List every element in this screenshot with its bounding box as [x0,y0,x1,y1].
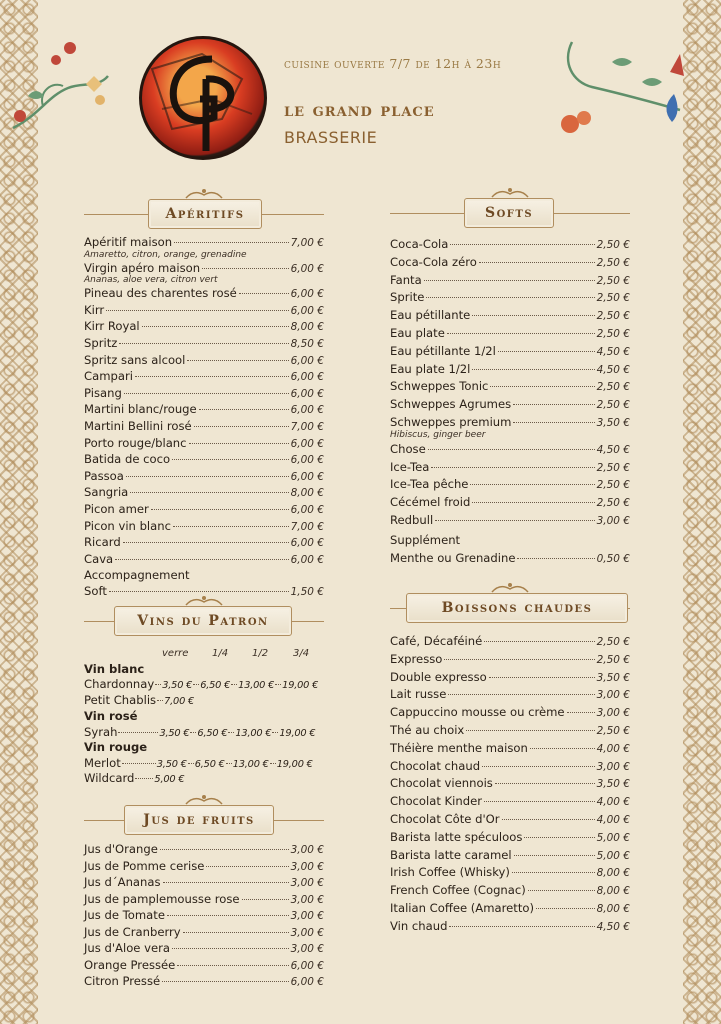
item-name: Vin chaud [390,918,448,933]
ornament-icon [184,793,224,805]
item-price: 4,00 € [596,742,630,755]
item-price: 3,00 € [290,893,324,906]
menu-item [390,325,630,343]
menu-item [390,775,630,793]
item-name: Pisang [84,385,122,400]
item-price: 1,50 € [290,585,324,598]
item-price: 3,00 € [290,926,324,939]
item-price: 2,50 € [596,239,630,251]
item-price: 3,00 € [290,943,324,955]
ornament-icon [184,187,224,199]
dot-leader [484,801,595,802]
dot-leader [484,641,594,642]
menu-item [390,236,630,254]
logo [139,36,267,160]
section-title-vins: Vins du Patron [114,606,292,636]
menu-item [390,758,630,776]
item-name: Campari [84,369,133,384]
item-price: 0,50 € [596,553,630,566]
item-price: 3,50 € [596,671,630,684]
item-price: 4,50 € [596,443,630,456]
item-name: Schweppes premium [390,414,512,429]
dot-leader [444,659,594,660]
item-price: 8,00 € [596,902,630,915]
item-price: 6,00 € [290,354,324,367]
menu-item [84,925,324,942]
item-price: 2,50 € [596,292,630,305]
dot-leader [106,310,288,311]
dot-leader [489,677,595,678]
menu-item [390,254,630,272]
item-name: Jus d'Aloe vera [84,941,170,955]
dot-leader [472,369,594,370]
menu-item [84,908,324,925]
item-price: 8,00 € [596,867,630,880]
item-price: 6,00 € [290,553,324,566]
item-name: Picon vin blanc [84,518,171,533]
menu-item [390,378,630,396]
menu-item [390,651,630,669]
menu-item [84,958,324,975]
menu-item [84,469,324,486]
menu-item [390,882,630,900]
menu-item [390,307,630,325]
dot-leader [428,449,595,450]
menu-item [390,459,630,477]
item-name: Irish Coffee (Whisky) [390,865,510,880]
item-name: Jus d'Orange [84,842,158,856]
menu-item [84,386,324,403]
item-price: 6,00 € [290,371,324,384]
item-price: 6,00 € [290,387,324,400]
item-price: 4,50 € [596,345,630,358]
dot-leader [482,766,594,767]
menu-item [84,552,324,569]
item-price: 2,50 € [596,274,630,287]
item-name: Ice-Tea pêche [390,477,469,492]
item-name: Jus de Pomme cerise [84,858,205,873]
item-name: Italian Coffee (Amaretto) [390,900,534,915]
item-name: Jus de pamplemousse rose [84,891,240,906]
item-price: 6,00 € [290,976,324,988]
dot-leader [447,333,595,334]
item-price: 3,00 € [290,877,324,889]
item-name: Pineau des charentes rosé [84,286,237,301]
item-name: Thé au choix [390,722,465,737]
item-price: 8,00 € [596,885,630,898]
dot-leader [202,268,289,269]
item-name: Cécémel froid [390,495,471,510]
menu-item [84,419,324,436]
menu-item [390,512,630,530]
dot-leader [151,509,289,510]
item-price: 3,00 € [596,689,630,702]
item-price: 2,50 € [596,653,630,666]
item-name: Porto rouge/blanc [84,435,187,450]
menu-item [390,289,630,307]
item-name: Kirr [84,302,105,317]
item-price: 3,50 € [596,416,630,429]
item-name: Lait russe [390,687,447,702]
section-header-jus [84,805,324,835]
menu-item [390,793,630,811]
item-name: Ricard [84,535,121,550]
chaudes-list [390,633,630,936]
menu-item [390,343,630,361]
menu-item [84,875,324,892]
item-price: 4,00 € [596,813,630,826]
jus-list [84,842,324,991]
menu-item [390,740,630,758]
menu-item [390,704,630,722]
item-name: Jus de Tomate [84,908,165,922]
item-name: Schweppes Agrumes [390,397,512,412]
dot-leader [513,422,594,423]
dot-leader [167,915,289,916]
dot-leader [524,837,594,838]
wine-merlot: Merlot 3,50 € 6,50 € 13,00 € 19,00 € [84,756,313,770]
dot-leader [162,981,288,982]
menu-item [84,261,324,278]
item-price: 2,50 € [596,479,630,492]
item-price: 2,50 € [596,381,630,394]
dot-leader [424,280,595,281]
menu-item [84,485,324,502]
dot-leader [115,559,288,560]
dot-leader [199,409,289,410]
lace-border-left [0,0,38,1024]
flower-decoration-right-icon [552,32,684,142]
menu-item [390,829,630,847]
item-name: Kirr Royal [84,319,140,334]
menu-item [84,336,324,353]
menu-item [84,436,324,453]
menu-item [84,892,324,909]
dot-leader [160,849,289,850]
dot-leader [142,326,289,327]
dot-leader [242,899,289,900]
item-name: Chocolat chaud [390,758,481,773]
menu-item [390,494,630,512]
item-name: Cappuccino mousse ou crème [390,705,565,720]
item-price: 7,00 € [290,420,324,433]
menu-item [390,633,630,651]
menu-item [84,235,324,252]
menu-item [390,361,630,379]
section-header-softs [390,198,630,228]
wine-syrah: Syrah 3,50 € 6,50 € 13,00 € 19,00 € [84,725,316,739]
item-price: 2,50 € [596,461,630,474]
aperitifs-list [84,235,324,600]
item-name: Barista latte caramel [390,847,512,862]
item-price: 3,00 € [596,514,630,527]
dot-leader [472,502,594,503]
item-price: 6,00 € [290,404,324,417]
lace-border-right [683,0,721,1024]
item-name: Café, Décaféiné [390,634,483,648]
item-price: 7,00 € [290,520,324,533]
menu-item [390,918,630,936]
dot-leader [135,376,289,377]
menu-item [390,476,630,494]
menu-item [390,441,630,459]
item-price: 6,00 € [290,262,324,275]
item-name: Eau plate [390,325,445,340]
logo-gp-icon [142,39,264,157]
item-name: French Coffee (Cognac) [390,883,526,898]
item-name: Sprite [390,290,425,305]
dot-leader [479,262,595,263]
dot-leader [177,965,288,966]
item-name: Ice-Tea [390,459,430,474]
item-price: 5,00 € [596,831,630,844]
dot-leader [498,351,595,352]
item-price: 2,50 € [596,497,630,510]
menu-item-extra [390,550,630,568]
item-name: Soft [84,583,107,598]
dot-leader [512,872,595,873]
item-price: 7,00 € [290,237,324,249]
dot-leader [435,520,594,521]
menu-item [390,686,630,704]
section-title-softs: Softs [464,198,554,228]
menu-item [390,669,630,687]
dot-leader [174,242,289,243]
section-header-aperitifs [84,199,324,229]
dot-leader [514,855,595,856]
item-price: 2,50 € [596,256,630,269]
restaurant-name: le grand place [284,99,435,121]
dot-leader [163,882,289,883]
menu-item [84,369,324,386]
item-name: Martini Bellini rosé [84,418,192,433]
dot-leader [123,542,289,543]
item-name: Virgin apéro maison [84,260,201,275]
item-name: Orange Pressée [84,957,176,972]
menu-item [84,502,324,519]
item-price: 6,00 € [290,304,324,317]
item-price: 3,00 € [596,760,630,773]
menu-item [84,974,324,991]
section-title-aperitifs: Apéritifs [148,199,262,229]
item-price: 4,00 € [596,796,630,809]
dot-leader [130,492,288,493]
extra-label: Supplément [390,532,461,547]
menu-item [84,353,324,370]
dot-leader [119,343,288,344]
flower-decoration-left-icon [8,36,118,136]
opening-hours: cuisine ouverte 7/7 de 12h à 23h [284,56,502,71]
dot-leader [472,315,594,316]
item-price: 6,00 € [290,454,324,467]
item-price: 4,50 € [596,920,630,933]
menu-item [84,452,324,469]
dot-leader [206,866,288,867]
dot-leader [490,386,594,387]
dot-leader [450,244,594,245]
item-price: 3,00 € [596,707,630,720]
menu-item [84,303,324,320]
item-price: 6,00 € [290,437,324,450]
ornament-icon [184,594,224,606]
dot-leader [470,484,594,485]
dot-leader [194,426,289,427]
dot-leader [189,443,289,444]
item-name: Passoa [84,468,124,483]
ornament-icon [490,186,530,198]
item-name: Coca-Cola [390,237,449,251]
item-name: Théière menthe maison [390,740,528,755]
dot-leader [502,819,595,820]
item-name: Chose [390,441,426,456]
item-price: 3,50 € [596,778,630,791]
item-price: 6,00 € [290,537,324,550]
item-name: Eau pétillante 1/2l [390,343,496,358]
extra-label: Accompagnement [84,568,190,583]
dot-leader [495,783,595,784]
item-note: Hibiscus, ginger beer [390,429,486,440]
item-price: 4,50 € [596,363,630,376]
item-name: Citron Pressé [84,974,161,988]
item-name: Barista latte spéculoos [390,829,523,844]
wine-col-verre: verre [162,648,189,659]
menu-item [84,535,324,552]
item-name: Eau pétillante [390,308,471,323]
dot-leader [528,890,595,891]
item-name: Chocolat viennois [390,776,493,791]
item-name: Menthe ou Grenadine [390,551,516,566]
item-note: Amaretto, citron, orange, grenadine [84,249,247,260]
section-title-jus: Jus de fruits [124,805,274,835]
wine-col-three-quarter: 3/4 [293,648,310,659]
item-name: Redbull [390,512,434,527]
item-name: Eau plate 1/2l [390,361,471,376]
menu-item [84,519,324,536]
item-name: Jus de Cranberry [84,924,181,939]
menu-item [84,319,324,336]
menu-item [84,941,324,958]
item-name: Apéritif maison [84,235,173,249]
wine-table [84,646,324,786]
item-note: Ananas, aloe vera, citron vert [84,275,218,286]
item-name: Expresso [390,651,443,666]
item-name: Chocolat Kinder [390,794,482,809]
wine-category-blanc: Vin blanc [84,662,145,676]
dot-leader [172,948,289,949]
menu-item [84,402,324,419]
item-price: 2,50 € [596,310,630,323]
dot-leader [426,297,594,298]
dot-leader [448,694,594,695]
item-price: 8,50 € [290,337,324,350]
item-name: Fanta [390,272,422,287]
dot-leader [183,932,289,933]
item-price: 6,00 € [290,288,324,301]
item-name: Sangria [84,485,129,500]
dot-leader [536,908,595,909]
item-name: Spritz [84,335,118,350]
dot-leader [124,393,289,394]
dot-leader [431,467,594,468]
wine-category-rose: Vin rosé [84,709,138,723]
item-price: 2,50 € [596,399,630,412]
wine-col-half: 1/2 [252,648,269,659]
item-price: 6,00 € [290,503,324,516]
dot-leader [172,459,289,460]
dot-leader [173,526,289,527]
menu-item [390,414,630,432]
dot-leader [109,591,289,592]
section-header-vins [84,606,324,636]
item-name: Jus d´Ananas [84,875,161,889]
section-header-chaudes [390,593,630,623]
item-price: 6,00 € [290,959,324,972]
item-price: 8,00 € [290,321,324,334]
item-price: 2,50 € [596,636,630,648]
item-price: 2,50 € [596,327,630,340]
item-name: Martini blanc/rouge [84,402,197,417]
wine-category-rouge: Vin rouge [84,740,148,754]
dot-leader [513,404,594,405]
item-name: Spritz sans alcool [84,352,186,367]
section-title-chaudes: Boissons chaudes [406,593,628,623]
ornament-icon [490,581,530,593]
item-price: 5,00 € [596,849,630,862]
menu-item [390,811,630,829]
dot-leader [126,476,289,477]
item-price: 6,00 € [290,470,324,483]
dot-leader [517,558,594,559]
item-name: Picon amer [84,501,149,516]
dot-leader [567,712,595,713]
menu-item [390,722,630,740]
item-name: Batida de coco [84,452,171,467]
dot-leader [239,293,289,294]
softs-list [390,236,630,568]
wine-petit-chablis: Petit Chablis 7,00 € [84,693,195,707]
menu-item [390,396,630,414]
item-price: 3,00 € [290,844,324,856]
wine-col-quarter: 1/4 [212,648,229,659]
dot-leader [530,748,595,749]
menu-item [390,272,630,290]
menu-item [84,859,324,876]
dot-leader [449,926,594,927]
menu-item [84,286,324,303]
item-name: Schweppes Tonic [390,379,489,394]
item-name: Chocolat Côte d'Or [390,811,500,826]
item-price: 8,00 € [290,487,324,500]
item-price: 2,50 € [596,724,630,737]
wine-chardonnay: Chardonnay 3,50 € 6,50 € 13,00 € 19,00 € [84,677,319,691]
menu-item [390,847,630,865]
dot-leader [466,730,594,731]
item-name: Double expresso [390,669,487,684]
item-name: Cava [84,551,114,566]
menu-item [390,864,630,882]
wine-wildcard: Wildcard 5,00 € [84,771,185,785]
menu-item [84,842,324,859]
item-name: Coca-Cola zéro [390,254,477,269]
dot-leader [187,360,288,361]
item-price: 3,00 € [290,860,324,873]
item-price: 3,00 € [290,910,324,922]
menu-item [390,900,630,918]
restaurant-subtitle: BRASSERIE [284,128,378,147]
